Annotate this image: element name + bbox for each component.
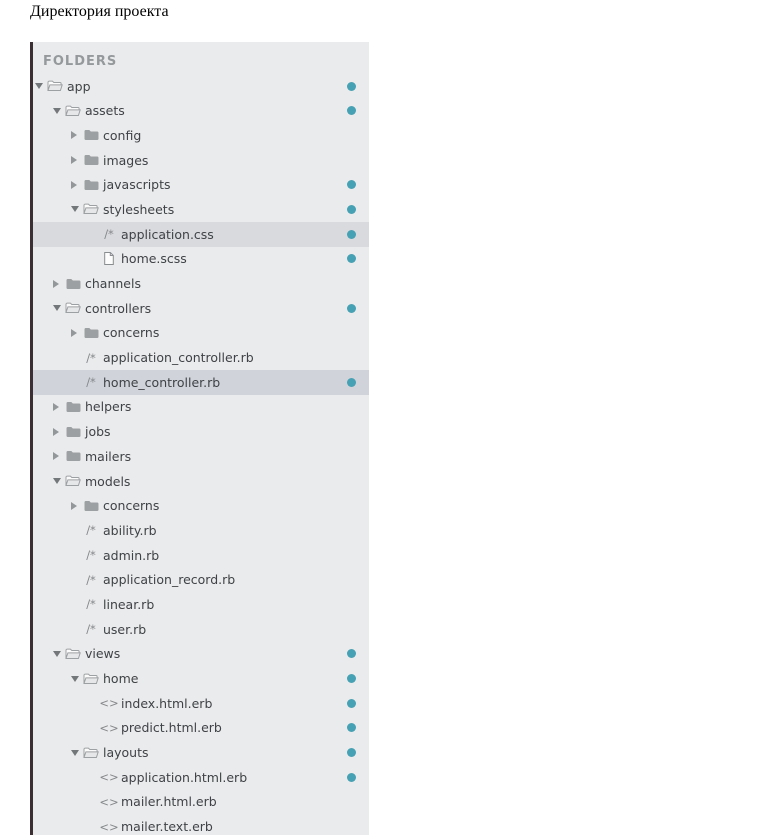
closed-folder-icon [83,154,99,166]
closed-folder-icon [65,278,81,290]
row-label: application.css [121,226,214,242]
chevron-down-icon[interactable] [71,676,83,682]
closed-folder-icon [83,129,99,141]
markup-file-icon: <> [99,794,119,809]
source-file-icon: /* [86,350,96,365]
row-label: user.rb [103,621,147,637]
modified-dot [347,106,356,115]
chevron-right-icon[interactable] [71,181,83,189]
open-folder-icon [65,105,81,117]
tree-row-folder[interactable] [33,74,369,99]
modified-dot [347,699,356,708]
chevron-right-icon[interactable] [53,428,65,436]
row-label: app [67,78,91,94]
folders-panel [30,42,369,835]
chevron-right-icon[interactable] [71,502,83,510]
closed-folder-icon [65,426,81,438]
page-title: Директория проекта [30,3,169,20]
modified-dot [347,254,356,263]
chevron-down-icon[interactable] [53,478,65,484]
tree-row-folder[interactable] [33,469,369,494]
open-folder-icon [47,80,63,92]
modified-dot [347,205,356,214]
tree-row-folder[interactable] [33,444,369,469]
tree-row-folder[interactable] [33,271,369,296]
tree-row-file[interactable] [33,518,369,543]
modified-dot [347,674,356,683]
chevron-down-icon[interactable] [53,651,65,657]
chevron-right-icon[interactable] [71,329,83,337]
closed-folder-icon [83,179,99,191]
tree-row-folder[interactable] [33,172,369,197]
row-label: predict.html.erb [121,720,222,736]
chevron-right-icon[interactable] [71,156,83,164]
closed-folder-icon [65,401,81,413]
row-label: views [85,646,121,662]
row-label: application_controller.rb [103,350,254,366]
closed-folder-icon [83,327,99,339]
tree-row-file[interactable] [33,790,369,815]
modified-dot [347,748,356,757]
tree-row-folder[interactable] [33,395,369,420]
markup-file-icon: <> [99,819,119,834]
row-label: admin.rb [103,547,160,563]
row-label: assets [85,103,125,119]
row-label: home_controller.rb [103,374,221,390]
chevron-down-icon[interactable] [35,83,47,89]
tree-row-folder[interactable] [33,321,369,346]
tree-row-file[interactable] [33,592,369,617]
modified-dot [347,304,356,313]
folders-header: FOLDERS [43,53,118,69]
open-folder-icon [83,747,99,759]
row-label: application_record.rb [103,572,236,588]
row-label: controllers [85,300,152,316]
row-label: concerns [103,498,160,514]
chevron-down-icon[interactable] [71,206,83,212]
tree-row-folder[interactable] [33,740,369,765]
modified-dot [347,723,356,732]
tree-row-folder[interactable] [33,666,369,691]
chevron-down-icon[interactable] [53,108,65,114]
row-label: helpers [85,399,132,415]
row-label: mailers [85,448,132,464]
row-label: jobs [85,424,111,440]
tree-row-file[interactable] [33,691,369,716]
chevron-right-icon[interactable] [53,280,65,288]
open-folder-icon [83,673,99,685]
source-file-icon: /* [86,375,96,390]
open-folder-icon [83,203,99,215]
row-label: home.scss [121,251,187,267]
tree-row-folder[interactable] [33,493,369,518]
open-folder-icon [65,648,81,660]
tree-row-folder[interactable] [33,296,369,321]
tree-row-file[interactable] [33,543,369,568]
row-label: linear.rb [103,596,155,612]
tree-row-file[interactable] [33,765,369,790]
tree-row-file[interactable] [33,617,369,642]
modified-dot [347,649,356,658]
tree [33,74,369,835]
row-label: mailer.text.erb [121,819,213,835]
tree-row-folder[interactable] [33,642,369,667]
modified-dot [347,82,356,91]
source-file-icon: /* [86,622,96,637]
modified-dot [347,378,356,387]
tree-row-folder[interactable] [33,98,369,123]
source-file-icon: /* [104,227,114,242]
source-file-icon: /* [86,548,96,563]
tree-row-file[interactable] [33,370,369,395]
source-file-icon: /* [86,523,96,538]
tree-row-file[interactable] [33,814,369,835]
modified-dot [347,180,356,189]
tree-row-file[interactable] [33,345,369,370]
row-label: config [103,127,142,143]
markup-file-icon: <> [99,696,119,711]
row-label: images [103,152,149,168]
row-label: concerns [103,325,160,341]
open-folder-icon [65,302,81,314]
modified-dot [347,773,356,782]
row-label: javascripts [103,177,171,193]
tree-row-file[interactable] [33,567,369,592]
tree-row-folder[interactable] [33,148,369,173]
row-label: mailer.html.erb [121,794,217,810]
chevron-down-icon[interactable] [71,750,83,756]
tree-row-file[interactable] [33,222,369,247]
row-label: index.html.erb [121,695,213,711]
row-label: channels [85,276,141,292]
chevron-right-icon[interactable] [53,452,65,460]
tree-row-folder[interactable] [33,419,369,444]
closed-folder-icon [65,450,81,462]
row-label: ability.rb [103,522,157,538]
source-file-icon: /* [86,597,96,612]
markup-file-icon: <> [99,720,119,735]
chevron-down-icon[interactable] [53,305,65,311]
chevron-right-icon[interactable] [71,131,83,139]
tree-row-file[interactable] [33,247,369,272]
tree-row-file[interactable] [33,716,369,741]
closed-folder-icon [83,500,99,512]
open-folder-icon [65,475,81,487]
row-label: models [85,473,131,489]
markup-file-icon: <> [99,770,119,785]
page-icon [101,252,117,265]
modified-dot [347,230,356,239]
row-label: layouts [103,745,149,761]
tree-row-folder[interactable] [33,197,369,222]
source-file-icon: /* [86,572,96,587]
row-label: stylesheets [103,201,175,217]
row-label: home [103,671,139,687]
row-label: application.html.erb [121,769,248,785]
chevron-right-icon[interactable] [53,403,65,411]
tree-row-folder[interactable] [33,123,369,148]
